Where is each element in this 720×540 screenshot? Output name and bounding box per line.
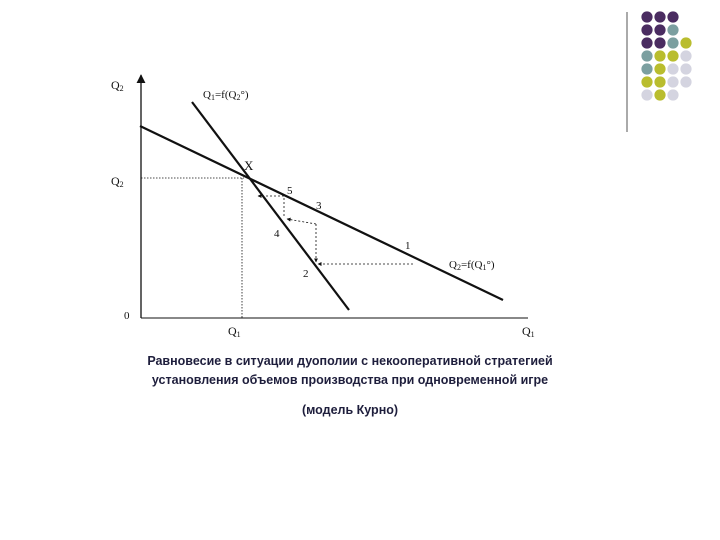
step-4-path — [287, 219, 316, 224]
reaction-curve-2-label: $Q_2=f(Q_1^\circ)$ — [449, 259, 495, 272]
x-axis-label-right: $Q_1$ — [522, 324, 535, 339]
origin-label: 0 — [124, 310, 130, 322]
equilibrium-label: X — [244, 158, 254, 173]
caption-line-1: Равновесие в ситуации дуополии с некооперативной стратегией — [147, 354, 553, 368]
reaction-curve-1 — [192, 102, 349, 310]
caption-line-2: установления объемов производства при одновременной игре — [151, 373, 549, 387]
step-label-4: 4 — [274, 228, 280, 240]
x-axis-label-equilibrium: $Q_1$ — [228, 324, 241, 339]
y-axis-label-equilibrium: $Q_2$ — [111, 174, 124, 189]
caption-line-3: (модель Курно) — [301, 403, 399, 417]
step-label-1: 1 — [405, 240, 411, 252]
step-label-5: 5 — [287, 185, 293, 197]
step-label-3: 3 — [316, 200, 322, 212]
step-label-2: 2 — [303, 268, 309, 280]
y-axis-label-top: $Q_2$ — [111, 78, 124, 93]
reaction-curve-1-label: $Q_1=f(Q_2^\circ)$ — [203, 89, 249, 102]
